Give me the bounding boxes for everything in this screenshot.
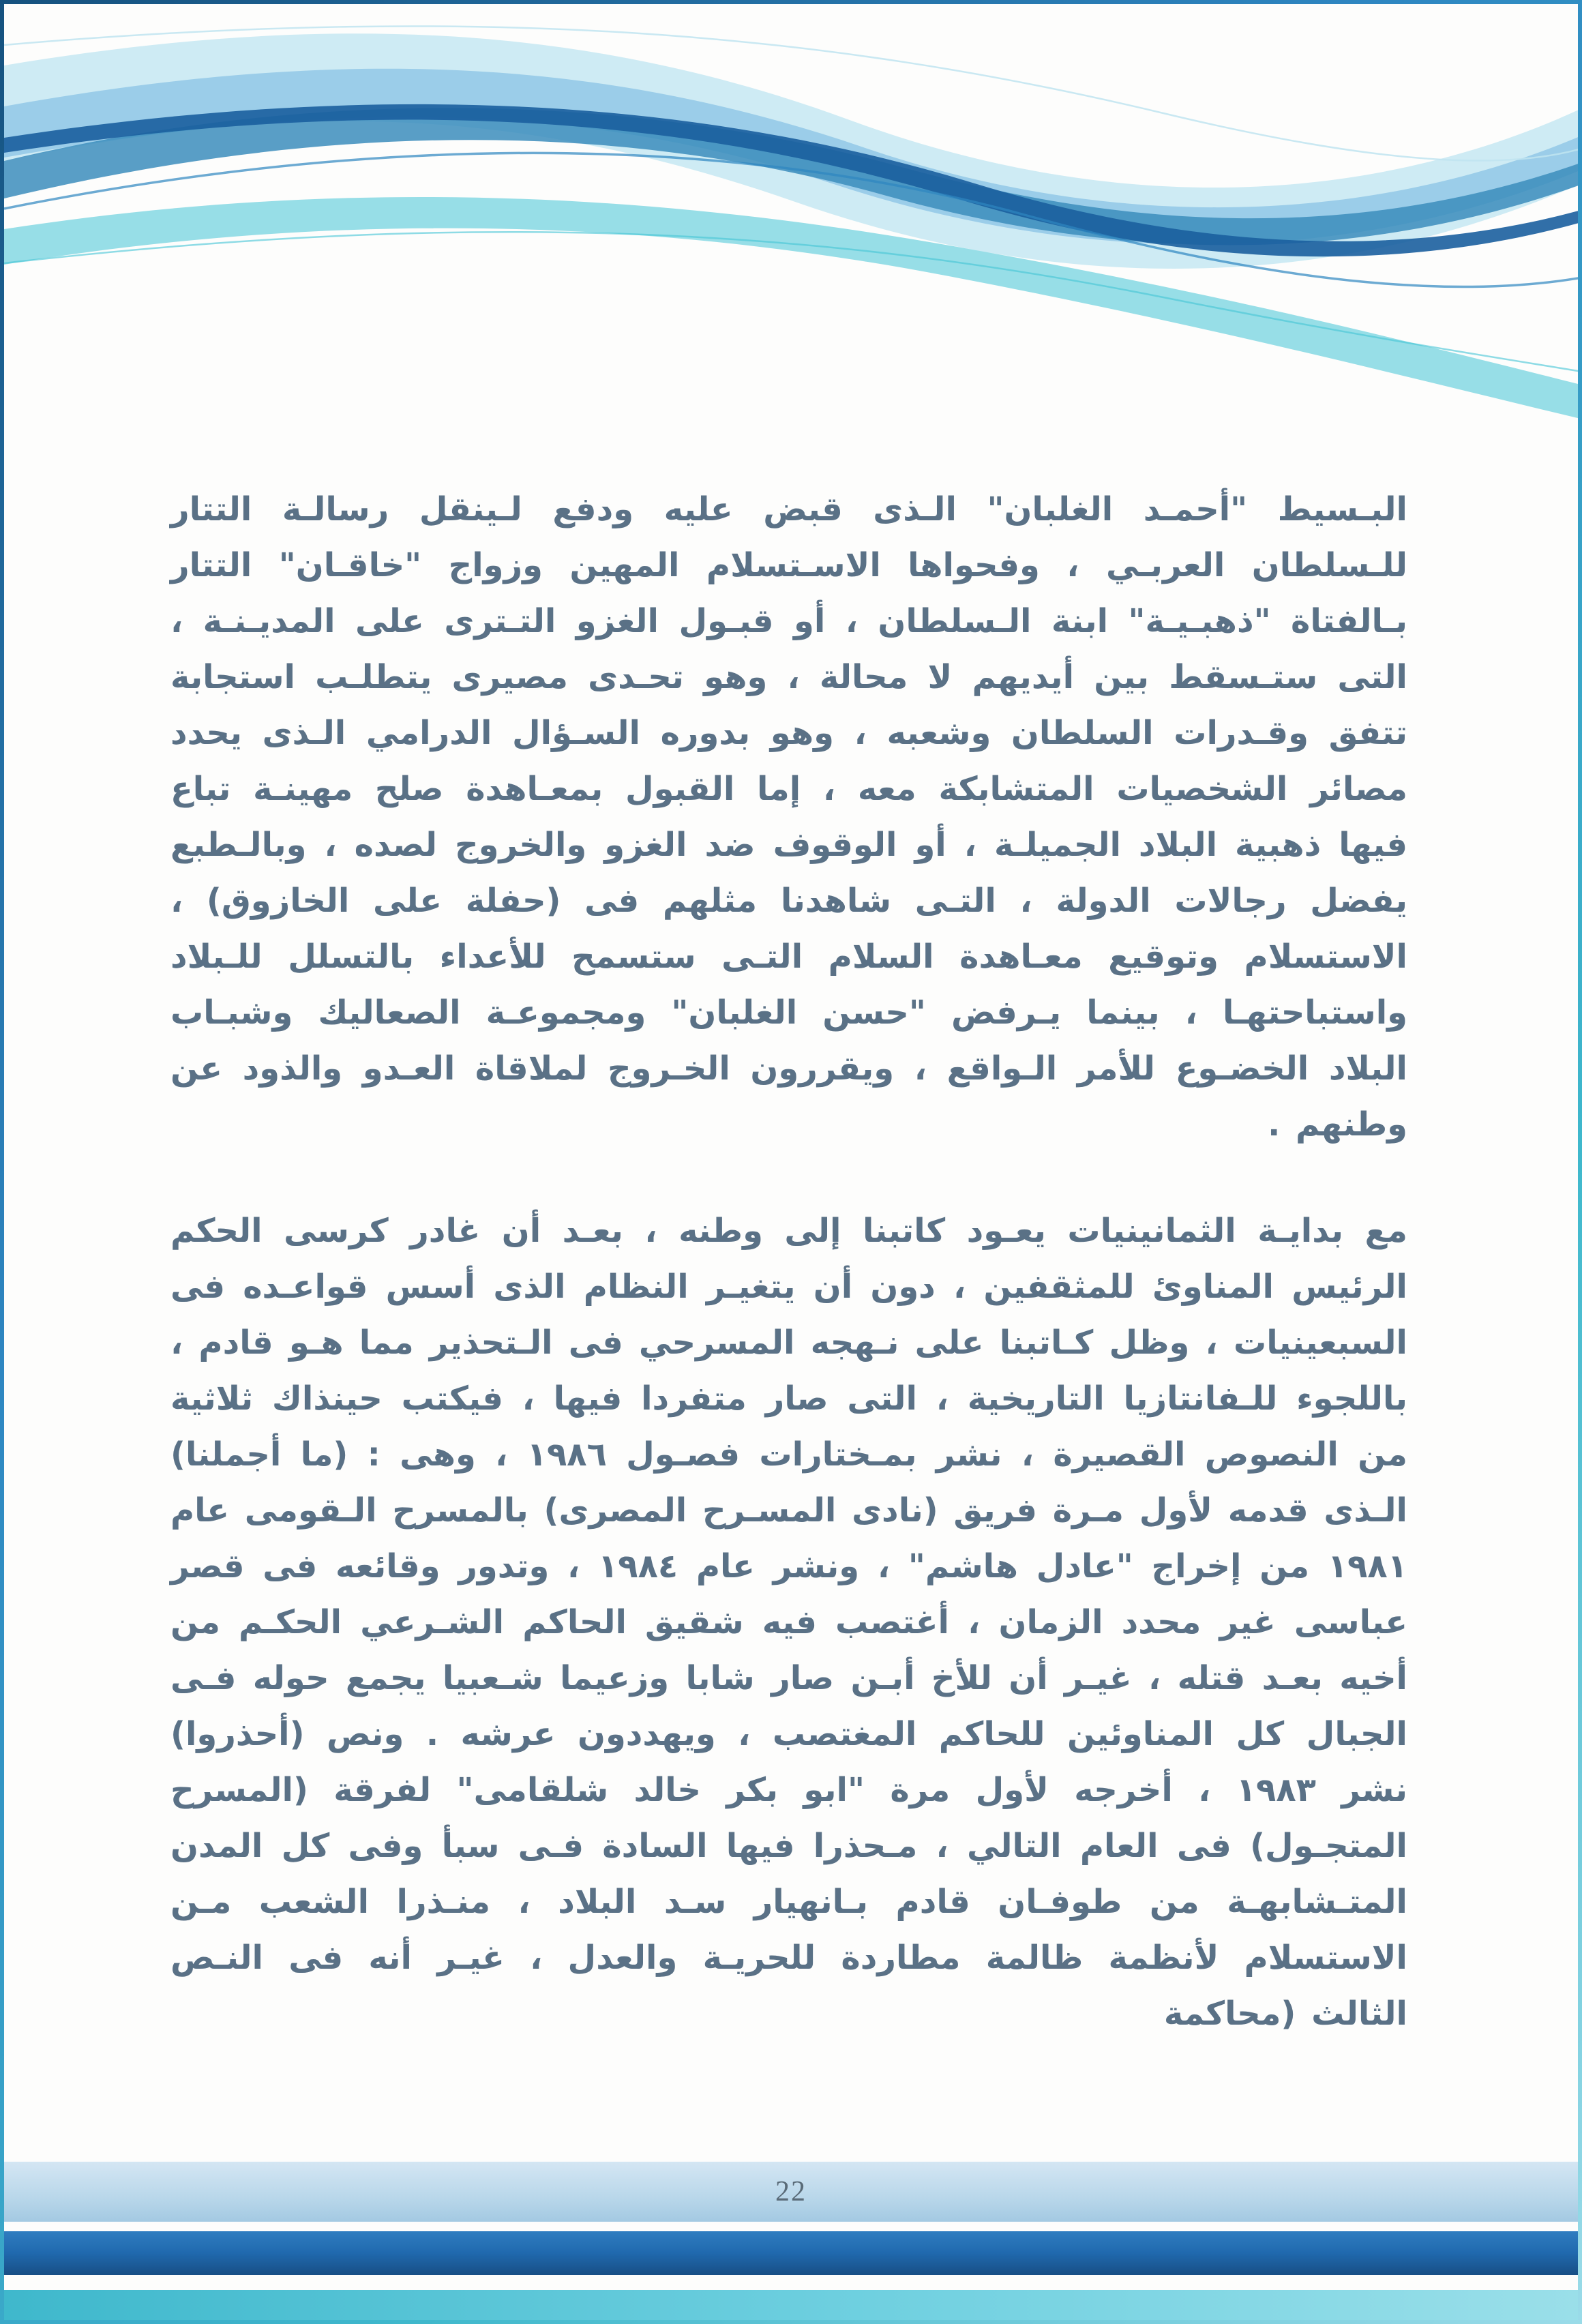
footer-spacer bbox=[4, 2275, 1578, 2290]
footer-band-dark bbox=[4, 2231, 1578, 2275]
page-number: 22 bbox=[775, 2176, 807, 2207]
page-footer bbox=[4, 2162, 1578, 2320]
footer-band-light bbox=[4, 2162, 1578, 2222]
footer-spacer bbox=[4, 2222, 1578, 2231]
wave-graphic bbox=[4, 4, 1582, 447]
decorative-wave-header bbox=[4, 4, 1582, 447]
paragraph-1: البـسيط "أحمـد الغلبان" الـذى قبض عليه ودفع لـينقل رسالـة التتار للـسلطان العربـي ، وفحواها الاسـتسلام المهين وزواج "خاقـان" التتار بـالفتاة "ذهبـيـة" ابنة الـسلطان ، أو قبـول الغزو التـترى على المديـنـة ، التى ستـسقط بين أيديهم لا محالة ، وهو تحـدى مصيرى يتطلـب استجابة تتفق وقـدرات السلطان وشعبه ، وهو بدوره السـؤال الدرامي الـذى يحدد مصائر الشخصيات المتشابكة معه ، إما القبول بمعـاهدة صلح مهينـة تباع فيها ذهبية البلاد الجميلـة ، أو الوقوف ضد الغزو والخروج لصده ، وبالـطبع يفضل رجالات الدولة ، التـى شاهدنا مثلهم فى (حفلة على الخازوق) ، الاستسلام وتوقيع معـاهدة السلام التـى ستسمح للأعداء بالتسلل للـبلاد واستباحتهـا ، بينما يـرفض "حسن الغلبان" ومجموعـة الصعاليك وشبـاب البلاد الخضـوع للأمر الـواقع ، ويقررون الخـروج لملاقاة العـدو والذود عن وطنهم . bbox=[170, 490, 1407, 1144]
footer-band-teal bbox=[4, 2290, 1578, 2320]
page-body bbox=[170, 481, 1407, 2092]
paragraph-2: مع بدايـة الثمانينيات يعـود كاتبنا إلى وطنه ، بعـد أن غادر كرسى الحكم الرئيس المناوئ للمثقفين ، دون أن يتغيـر النظام الذى أسس قواعـده فى السبعينيات ، وظل كـاتبنا على نـهجه المسرحي فى الـتحذير مما هـو قادم ، باللجوء للـفانتازيا التاريخية ، التى صار متفردا فيها ، فيكتب حينذاك ثلاثية من النصوص القصيرة ، نشر بمـختارات فصـول ١٩٨٦ ، وهى : (ما أجملنا) الـذى قدمه لأول مـرة فريق (نادى المسـرح المصرى) بالمسرح الـقومى عام ١٩٨١ من إخراج "عادل هاشم" ، ونشر عام ١٩٨٤ ، وتدور وقائعه فى قصر عباسى غير محدد الزمان ، أغتصب فيه شقيق الحاكم الشـرعي الحكـم من أخيه بعـد قتله ، غيـر أن للأخ أبـن صار شابا وزعيما شـعبيا يجمع حوله فـى الجبال كل المناوئين للحاكم المغتصب ، ويهددون عرشه . ونص (أحذروا) نشر ١٩٨٣ ، أخرجه لأول مرة "ابو بكر خالد شلقامى" لفرقة (المسرح المتجـول) فى العام التالي ، مـحذرا فيها السادة فـى سبأ وفى كل المدن المتـشابهـة من طوفـان قادم بـانهيار سـد البلاد ، منـذرا الشعب مـن الاستسلام لأنظمة ظالمة مطاردة للحريـة والعدل ، غيـر أنه فى النـص الثالث (محاكمة bbox=[170, 1212, 1407, 2033]
